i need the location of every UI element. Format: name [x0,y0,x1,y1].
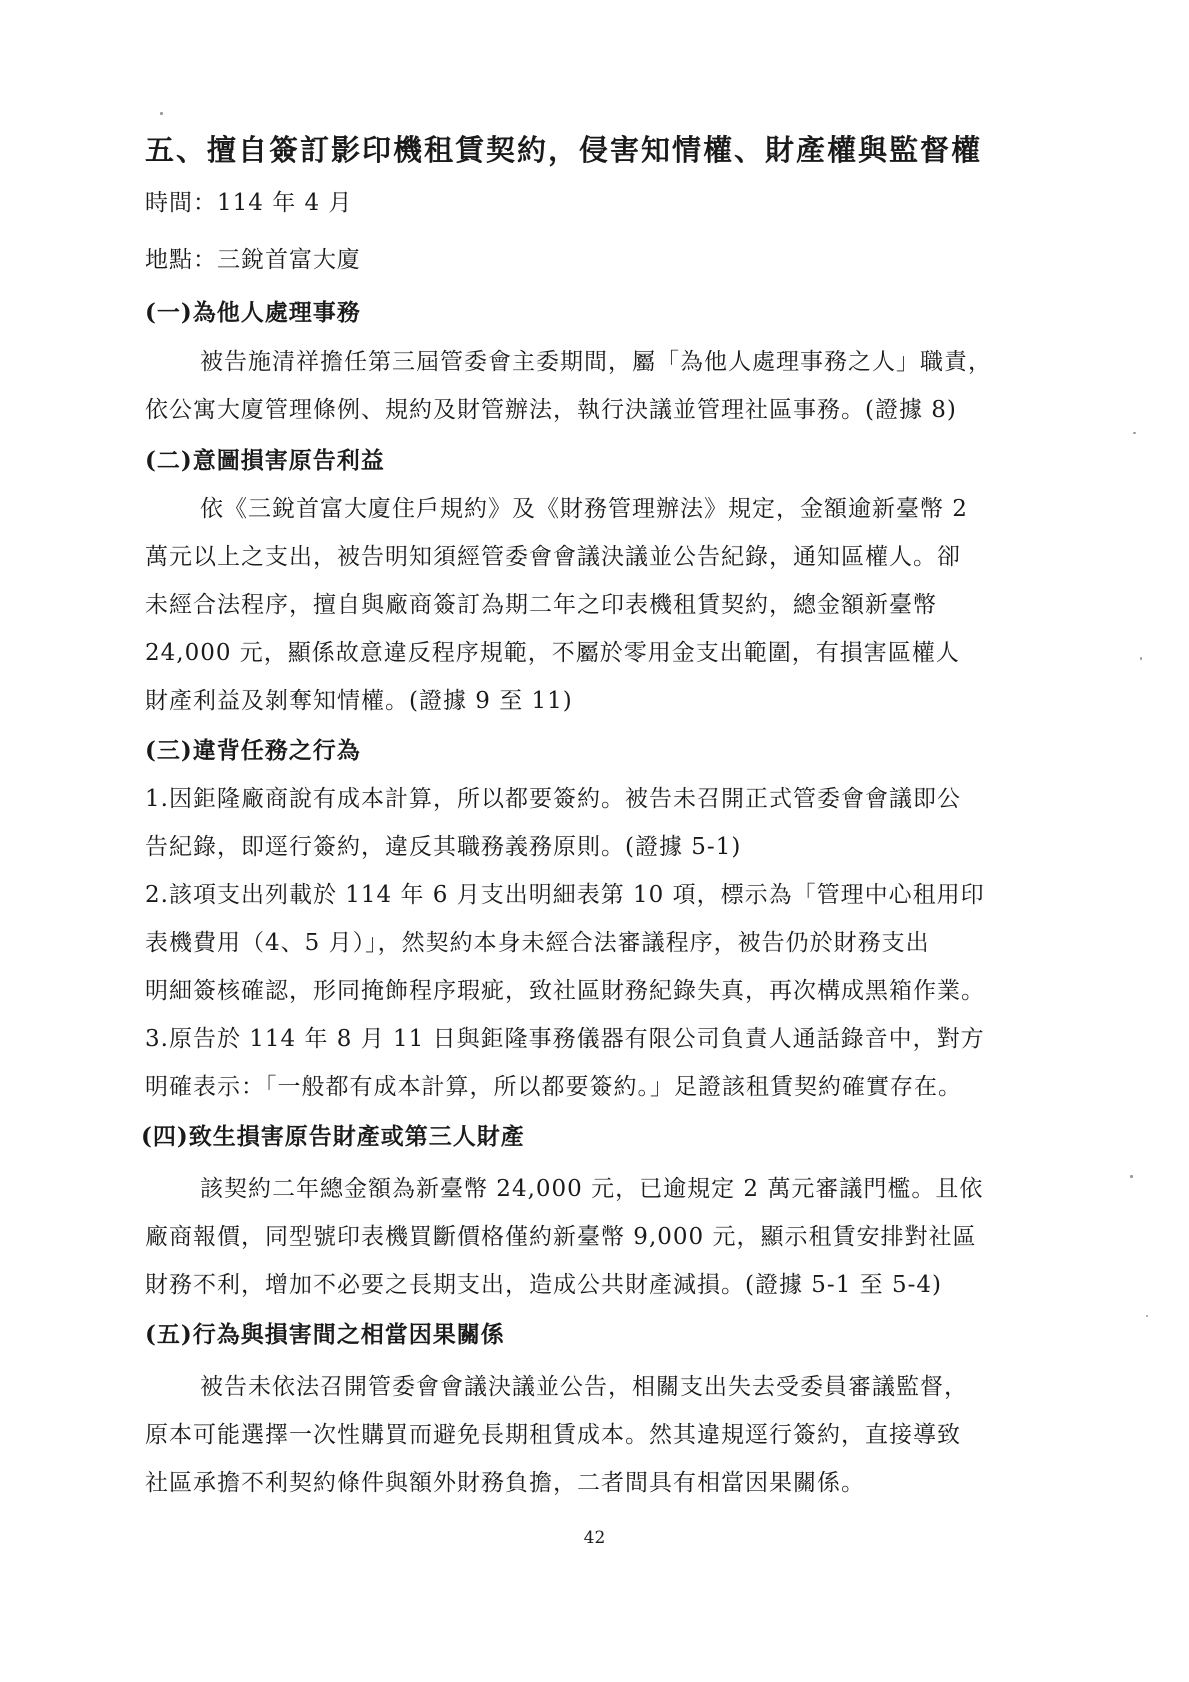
place-line: 地點：三銳首富大廈 [145,247,361,273]
paragraph-line: 依公寓大廈管理條例、規約及財管辦法，執行決議並管理社區事務。(證據 8) [145,397,957,423]
paragraph-line: 財務不利，增加不必要之長期支出，造成公共財產減損。(證據 5-1 至 5-4) [145,1272,942,1298]
paragraph-line: 未經合法程序，擅自與廠商簽訂為期二年之印表機租賃契約，總金額新臺幣 [145,592,937,618]
paragraph-line: 24,000 元，顯係故意違反程序規範，不屬於零用金支出範圍，有損害區權人 [145,640,960,666]
page-number: 42 [583,1528,606,1548]
paragraph-line: 財產利益及剝奪知情權。(證據 9 至 11) [145,688,573,714]
section-heading-4: (四)致生損害原告財產或第三人財產 [141,1123,525,1150]
paragraph-line: 廠商報價，同型號印表機買斷價格僅約新臺幣 9,000 元，顯示租賃安排對社區 [145,1224,977,1250]
scan-speck [1130,1175,1133,1178]
list-item: 1.因鉅隆廠商說有成本計算，所以都要簽約。被告未召開正式管委會會議即公 [145,786,961,812]
time-line: 時間：114 年 4 月 [145,190,353,216]
paragraph-line: 社區承擔不利契約條件與額外財務負擔，二者間具有相當因果關係。 [145,1470,865,1496]
list-item: 3.原告於 114 年 8 月 11 日與鉅隆事務儀器有限公司負責人通話錄音中，對方 [145,1026,985,1052]
paragraph-line: 原本可能選擇一次性購買而避免長期租賃成本。然其違規逕行簽約，直接導致 [145,1422,961,1448]
scan-speck [1133,432,1136,434]
section-heading-1: (一)為他人處理事務 [145,299,361,326]
section-heading-2: (二)意圖損害原告利益 [145,447,385,474]
document-title: 五、擅自簽訂影印機租賃契約，侵害知情權、財產權與監督權 [145,133,983,167]
paragraph-line: 依《三銳首富大廈住戶規約》及《財務管理辦法》規定，金額逾新臺幣 2 [200,496,968,522]
list-item: 2.該項支出列載於 114 年 6 月支出明細表第 10 項，標示為「管理中心租用印 [145,882,985,908]
paragraph-line: 明確表示：「一般都有成本計算，所以都要簽約。」足證該租賃契約確實存在。 [145,1074,962,1100]
paragraph-line: 告紀錄，即逕行簽約，違反其職務義務原則。(證據 5-1) [145,834,742,860]
paragraph-line: 該契約二年總金額為新臺幣 24,000 元，已逾規定 2 萬元審議門檻。且依 [200,1176,984,1202]
paragraph-line: 萬元以上之支出，被告明知須經管委會會議決議並公告紀錄，通知區權人。卻 [145,544,961,570]
scan-speck [160,112,163,115]
paragraph-line: 被告施清祥擔任第三屆管委會主委期間，屬「為他人處理事務之人」職責， [200,349,992,375]
paragraph-line: 表機費用（4、5 月）」，然契約本身未經合法審議程序，被告仍於財務支出 [145,930,930,956]
scan-speck [1146,1315,1148,1317]
section-heading-3: (三)違背任務之行為 [145,737,361,764]
paragraph-line: 明細簽核確認，形同掩飾程序瑕疵，致社區財務紀錄失真，再次構成黑箱作業。 [145,978,985,1004]
scan-speck [1140,657,1142,660]
section-heading-5: (五)行為與損害間之相當因果關係 [145,1321,505,1348]
paragraph-line: 被告未依法召開管委會會議決議並公告，相關支出失去受委員審議監督， [200,1374,968,1400]
